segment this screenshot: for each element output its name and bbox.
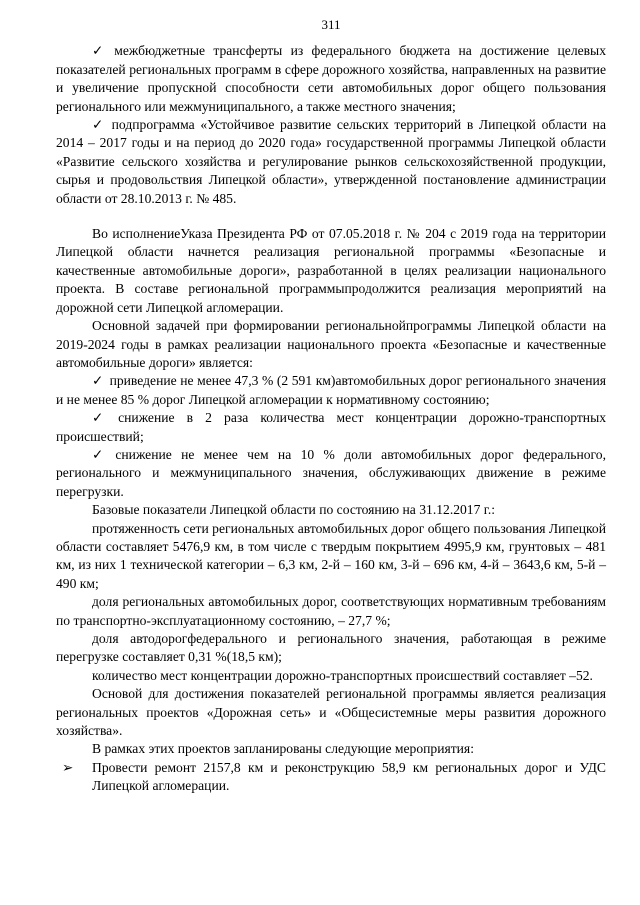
checkmark-icon: ✓	[92, 43, 104, 59]
paragraph-base-indicators: Базовые показатели Липецкой области по состоянию на 31.12.2017 г.:	[92, 502, 496, 518]
paragraph-normative-share: доля региональных автомобильных дорог, соответствующих нормативным требованиям по транспортно-эксплуатационному состоянию, – 27,7 %;	[56, 594, 606, 628]
paragraph-interbudget-transfers: ✓ межбюджетные трансферты из федерального бюджета на достижение целевых показателей региональных программ в сфере дорожного хозяйства, направленных на развитие и увеличение пропускной способности сети автомобильных дорог общего пользования регионального или межмуниципального, а также местного значения;	[56, 43, 606, 114]
paragraph-main-task: Основной задачей при формировании региональнойпрограммы Липецкой области на 2019-2024 годы в рамках реализации национального проекта «Безопасные и качественные автомобильные дороги» является:	[56, 318, 606, 370]
checkmark-icon: ✓	[92, 410, 104, 426]
checkmark-icon: ✓	[92, 117, 104, 133]
paragraph-presidential-decree: Во исполнениеУказа Президента РФ от 07.05.2018 г. № 204 с 2019 года на территории Липецкой области начнется реализация региональной программы «Безопасные и качественные автомобильные дороги», разработанной в целях реализации национального проекта. В составе региональной программыпродолжится реализация мероприятий на дорожной сети Липецкой агломерации.	[56, 226, 606, 315]
checkmark-icon: ✓	[92, 373, 104, 389]
paragraph-planned-measures: В рамках этих проектов запланированы следующие мероприятия:	[92, 741, 474, 757]
checkmark-icon: ✓	[92, 446, 104, 462]
paragraph-bring-to-standard: ✓ приведение не менее 47,3 % (2 591 км)автомобильных дорог регионального значения и не менее 85 % дорог Липецкой агломерации к нормативному состоянию;	[56, 373, 607, 407]
page-number: 311	[321, 17, 341, 32]
paragraph-reduce-accidents: ✓ снижение в 2 раза количества мест концентрации дорожно-транспортных происшествий;	[56, 410, 607, 444]
arrow-bullet-icon: ➢	[62, 759, 74, 775]
paragraph-accident-spots: количество мест концентрации дорожно-транспортных происшествий составляет –52.	[92, 667, 593, 683]
paragraph-regional-projects: Основой для достижения показателей региональной программы является реализация региональных проектов «Дорожная сеть» и «Общесистемные меры развития дорожного хозяйства».	[56, 686, 606, 739]
list-item-repair: ➢ Провести ремонт 2157,8 км и реконструкцию 58,9 км региональных дорог и УДС Липецкой агломерации.	[56, 759, 606, 796]
paragraph-rural-subprogram: ✓ подпрограмма «Устойчивое развитие сельских территорий в Липецкой области на 2014 – 2017 годы и на период до 2020 года» государственной программы Липецкой области «Развитие сельского хозяйства и регулирование рынков сельскохозяйственной продукции, сырья и продовольствия Липецкой области», утвержденной постановление администрации области от 28.10.2013 г. № 485.	[56, 117, 606, 206]
paragraph-reduce-overload: ✓ снижение не менее чем на 10 % доли автомобильных дорог федерального, регионального и межмуниципального значения, обслуживающих движение в режиме перегрузки.	[56, 446, 606, 499]
paragraph-network-length: протяженность сети региональных автомобильных дорог общего пользования Липецкой области составляет 5476,9 км, в том числе с твердым покрытием 4995,9 км, грунтовых – 481 км, из них 1 технической категории – 6,3 км, 2-й – 160 км, 3-й – 696 км, 4-й – 3643,6 км, 5-й – 490 км;	[56, 520, 606, 591]
paragraph-overload-share: доля автодорогфедерального и регионального значения, работающая в режиме перегрузке составляет 0,31 %(18,5 км);	[56, 631, 606, 665]
